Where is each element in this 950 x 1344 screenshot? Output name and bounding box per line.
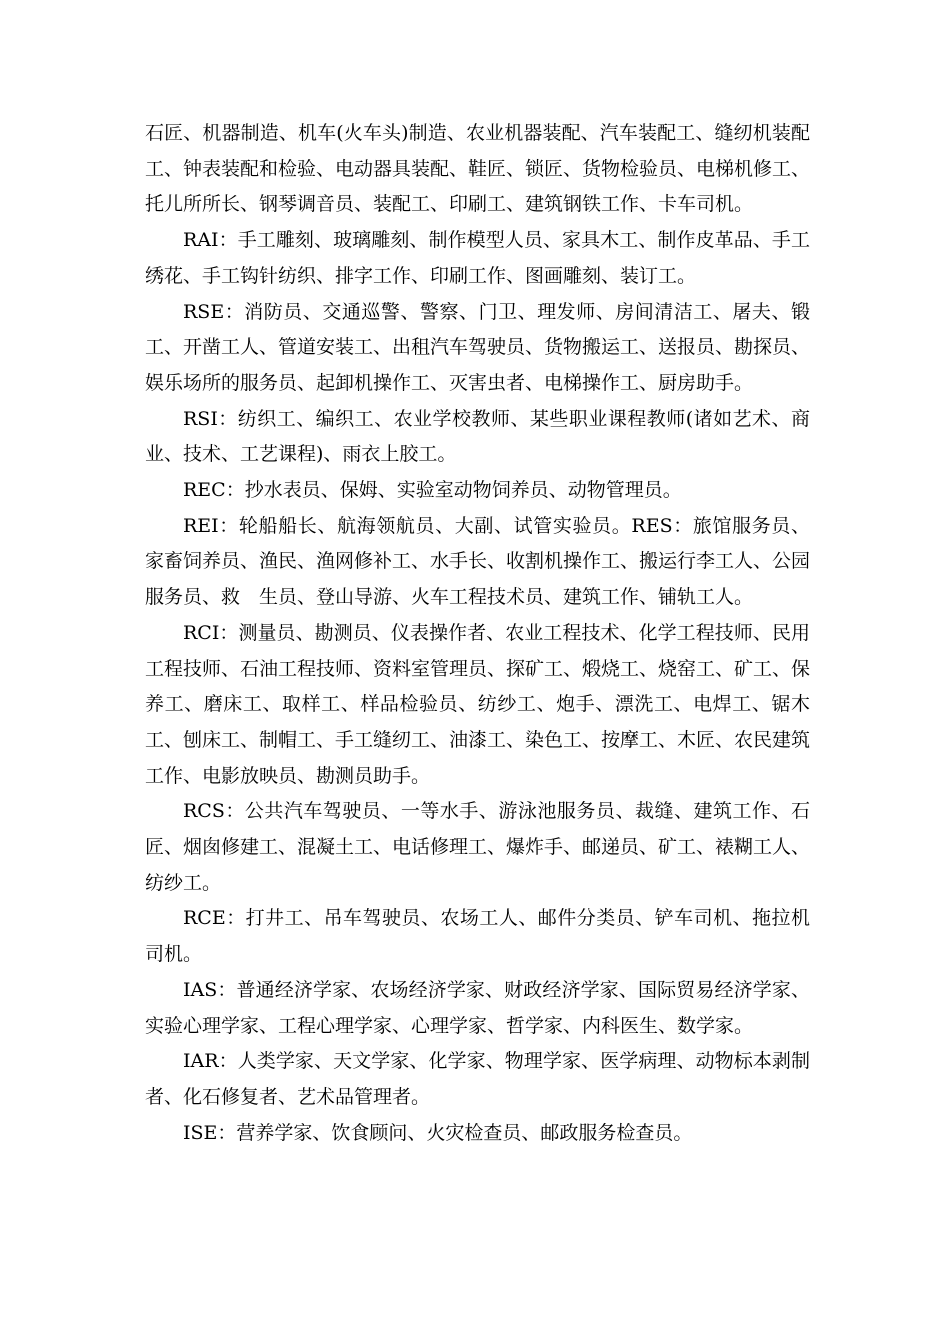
paragraph-continuation: 石匠、机器制造、机车(火车头)制造、农业机器装配、汽车装配工、缝纫机装配工、钟表装配和检验、电动器具装配、鞋匠、锁匠、货物检验员、电梯机修工、托儿所所长、钢琴调音员、装配工、印刷工、建筑钢铁工作、卡车司机。 [145, 122, 811, 216]
document-body [145, 116, 810, 1151]
paragraph-rse: RSE：消防员、交通巡警、警察、门卫、理发师、房间清洁工、屠夫、锻工、开凿工人、管道安装工、出租汽车驾驶员、货物搬运工、送报员、勘探员、娱乐场所的服务员、起卸机操作工、灭害虫者、电梯操作工、厨房助手。 [145, 300, 811, 394]
paragraph-rsi: RSI：纺织工、编织工、农业学校教师、某些职业课程教师(诸如艺术、商业、技术、工艺课程)、雨衣上胶工。 [145, 407, 810, 466]
paragraph-ias: IAS：普通经济学家、农场经济学家、财政经济学家、国际贸易经济学家、实验心理学家、工程心理学家、心理学家、哲学家、内科医生、数学家。 [145, 978, 810, 1037]
paragraph-rai: RAI：手工雕刻、玻璃雕刻、制作模型人员、家具木工、制作皮革品、手工绣花、手工钩针纺织、排字工作、印刷工作、图画雕刻、装订工。 [145, 229, 810, 287]
paragraph-iar: IAR：人类学家、天文学家、化学家、物理学家、医学病理、动物标本剥制者、化石修复者、艺术品管理者。 [145, 1050, 810, 1108]
paragraph-rei-res: REI：轮船船长、航海领航员、大副、试管实验员。RES：旅馆服务员、家畜饲养员、渔民、渔网修补工、水手长、收割机操作工、搬运行李工人、公园服务员、救 生员、登山导游、火车工程技术员、建筑工作、铺轨工人。 [145, 514, 811, 609]
paragraph-rec: REC：抄水表员、保姆、实验室动物饲养员、动物管理员。 [183, 479, 682, 502]
paragraph-rce: RCE：打井工、吊车驾驶员、农场工人、邮件分类员、铲车司机、拖拉机司机。 [145, 907, 810, 966]
paragraph-rci: RCI：测量员、勘测员、仪表操作者、农业工程技术、化学工程技师、民用工程技师、石油工程技师、资料室管理员、探矿工、煅烧工、烧窑工、矿工、保养工、磨床工、取样工、样品检验员、纺纱工、炮手、漂洗工、电焊工、锯木工、刨床工、制帽工、手工缝纫工、油漆工、染色工、按摩工、木匠、农民建筑工作、电影放映员、勘测员助手。 [145, 621, 811, 787]
paragraph-ise: ISE：营养学家、饮食顾问、火灾检查员、邮政服务检查员。 [183, 1121, 693, 1144]
paragraph-rcs: RCS：公共汽车驾驶员、一等水手、游泳池服务员、裁缝、建筑工作、石匠、烟囱修建工、混凝土工、电话修理工、爆炸手、邮递员、矿工、裱糊工人、纺纱工。 [145, 800, 811, 894]
